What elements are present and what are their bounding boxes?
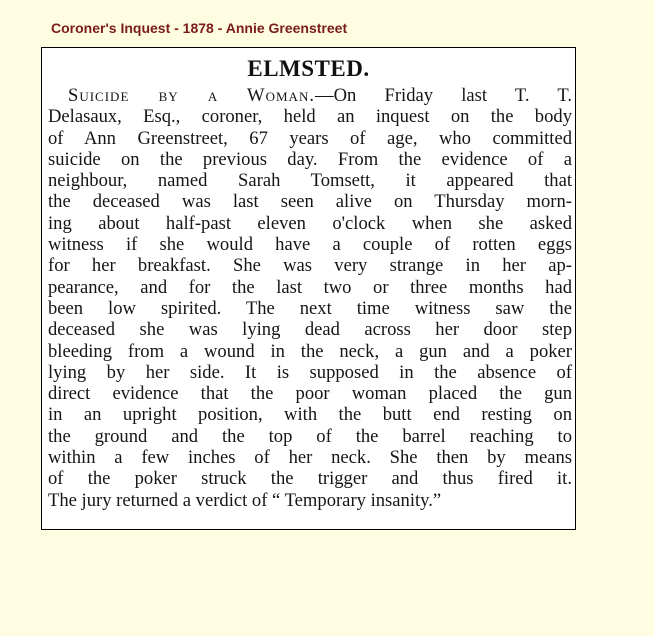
article-line: of Ann Greenstreet, 67 years of age, who committed — [48, 127, 572, 149]
article-line: pearance, and for the last two or three months had — [48, 276, 572, 298]
article-line: been low spirited. The next time witness saw the — [48, 297, 572, 319]
article-line: bleeding from a wound in the neck, a gun and a poker — [48, 340, 572, 362]
article-line — [48, 85, 572, 106]
page-title: Coroner's Inquest - 1878 - Annie Greenstreet — [51, 20, 348, 36]
article-body — [48, 85, 572, 511]
article-line: Delasaux, Esq., coroner, held an inquest on the body — [48, 106, 572, 128]
article-line: the ground and the top of the barrel reaching to — [48, 425, 572, 447]
article-line: direct evidence that the poor woman placed the gun — [48, 383, 572, 405]
article-line-text: —On Friday last T. T. — [314, 85, 572, 106]
article-line: for her breakfast. She was very strange in her ap- — [48, 255, 572, 277]
article-lead: Suicide by a Woman. — [68, 85, 315, 106]
article-line: the deceased was last seen alive on Thursday morn- — [48, 191, 572, 213]
article-line: of the poker struck the trigger and thus fired it. — [48, 468, 572, 490]
article-line: in an upright position, with the butt end resting on — [48, 404, 572, 426]
article-line: within a few inches of her neck. She then by means — [48, 447, 572, 469]
article-line: The jury returned a verdict of “ Temporary insanity.” — [48, 489, 442, 511]
article-line: neighbour, named Sarah Tomsett, it appeared that — [48, 170, 572, 192]
article-line: ing about half-past eleven o'clock when she asked — [48, 212, 572, 234]
newspaper-clipping — [41, 47, 576, 530]
article-line: lying by her side. It is supposed in the absence of — [48, 361, 572, 383]
article-line: suicide on the previous day. From the evidence of a — [48, 148, 572, 170]
clipping-headline: ELMSTED. — [247, 56, 370, 81]
article-line: witness if she would have a couple of rotten eggs — [48, 234, 572, 256]
article-line: deceased she was lying dead across her door step — [48, 319, 572, 341]
